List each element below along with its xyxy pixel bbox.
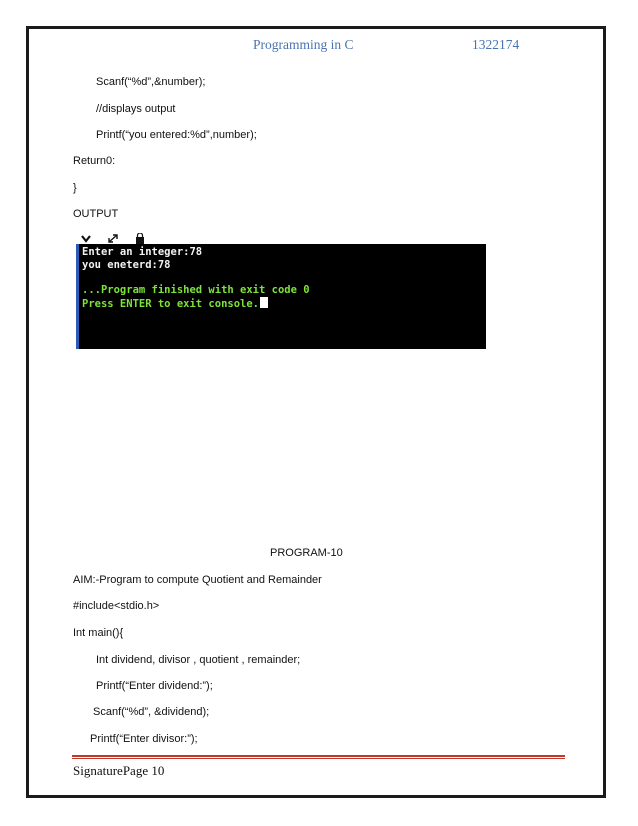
code-line: Printf(“you entered:%d”,number); [96, 129, 257, 141]
console-line: Enter an integer:78 [82, 246, 203, 258]
code-line: Int main(){ [73, 627, 124, 639]
footer-label: SignaturePage 10 [73, 763, 165, 778]
console-output [76, 244, 486, 349]
lock-icon[interactable] [136, 233, 144, 244]
code-line: Scanf(“%d”, &dividend); [93, 706, 210, 718]
code-line: #include<stdio.h> [73, 600, 160, 612]
code-line: Scanf(“%d”,&number); [96, 76, 206, 88]
footer-divider [72, 755, 565, 757]
expand-icon[interactable] [109, 235, 117, 242]
console-line: ...Program finished with exit code 0 [82, 284, 310, 296]
code-line: Printf(“Enter dividend:”); [96, 680, 213, 692]
console-line: you eneterd:78 [82, 259, 171, 271]
code-line: Int dividend, divisor , quotient , remainder; [96, 654, 301, 666]
console-toolbar [79, 232, 159, 244]
code-line: //displays output [96, 103, 176, 115]
header-number: 1322174 [472, 37, 520, 52]
console-line: Press ENTER to exit console. [82, 298, 260, 310]
footer-divider [72, 758, 565, 759]
output-label: OUTPUT [73, 208, 119, 220]
code-line: } [73, 182, 77, 194]
chevron-down-icon[interactable] [82, 236, 90, 241]
console-cursor [260, 297, 268, 308]
section-heading: PROGRAM-10 [270, 547, 343, 559]
header-title: Programming in C [253, 37, 354, 52]
code-line: Printf(“Enter divisor:”); [90, 733, 198, 745]
code-line: Return0: [73, 155, 116, 167]
aim-text: AIM:-Program to compute Quotient and Remainder [73, 574, 322, 586]
console-prompt-line [82, 297, 268, 310]
